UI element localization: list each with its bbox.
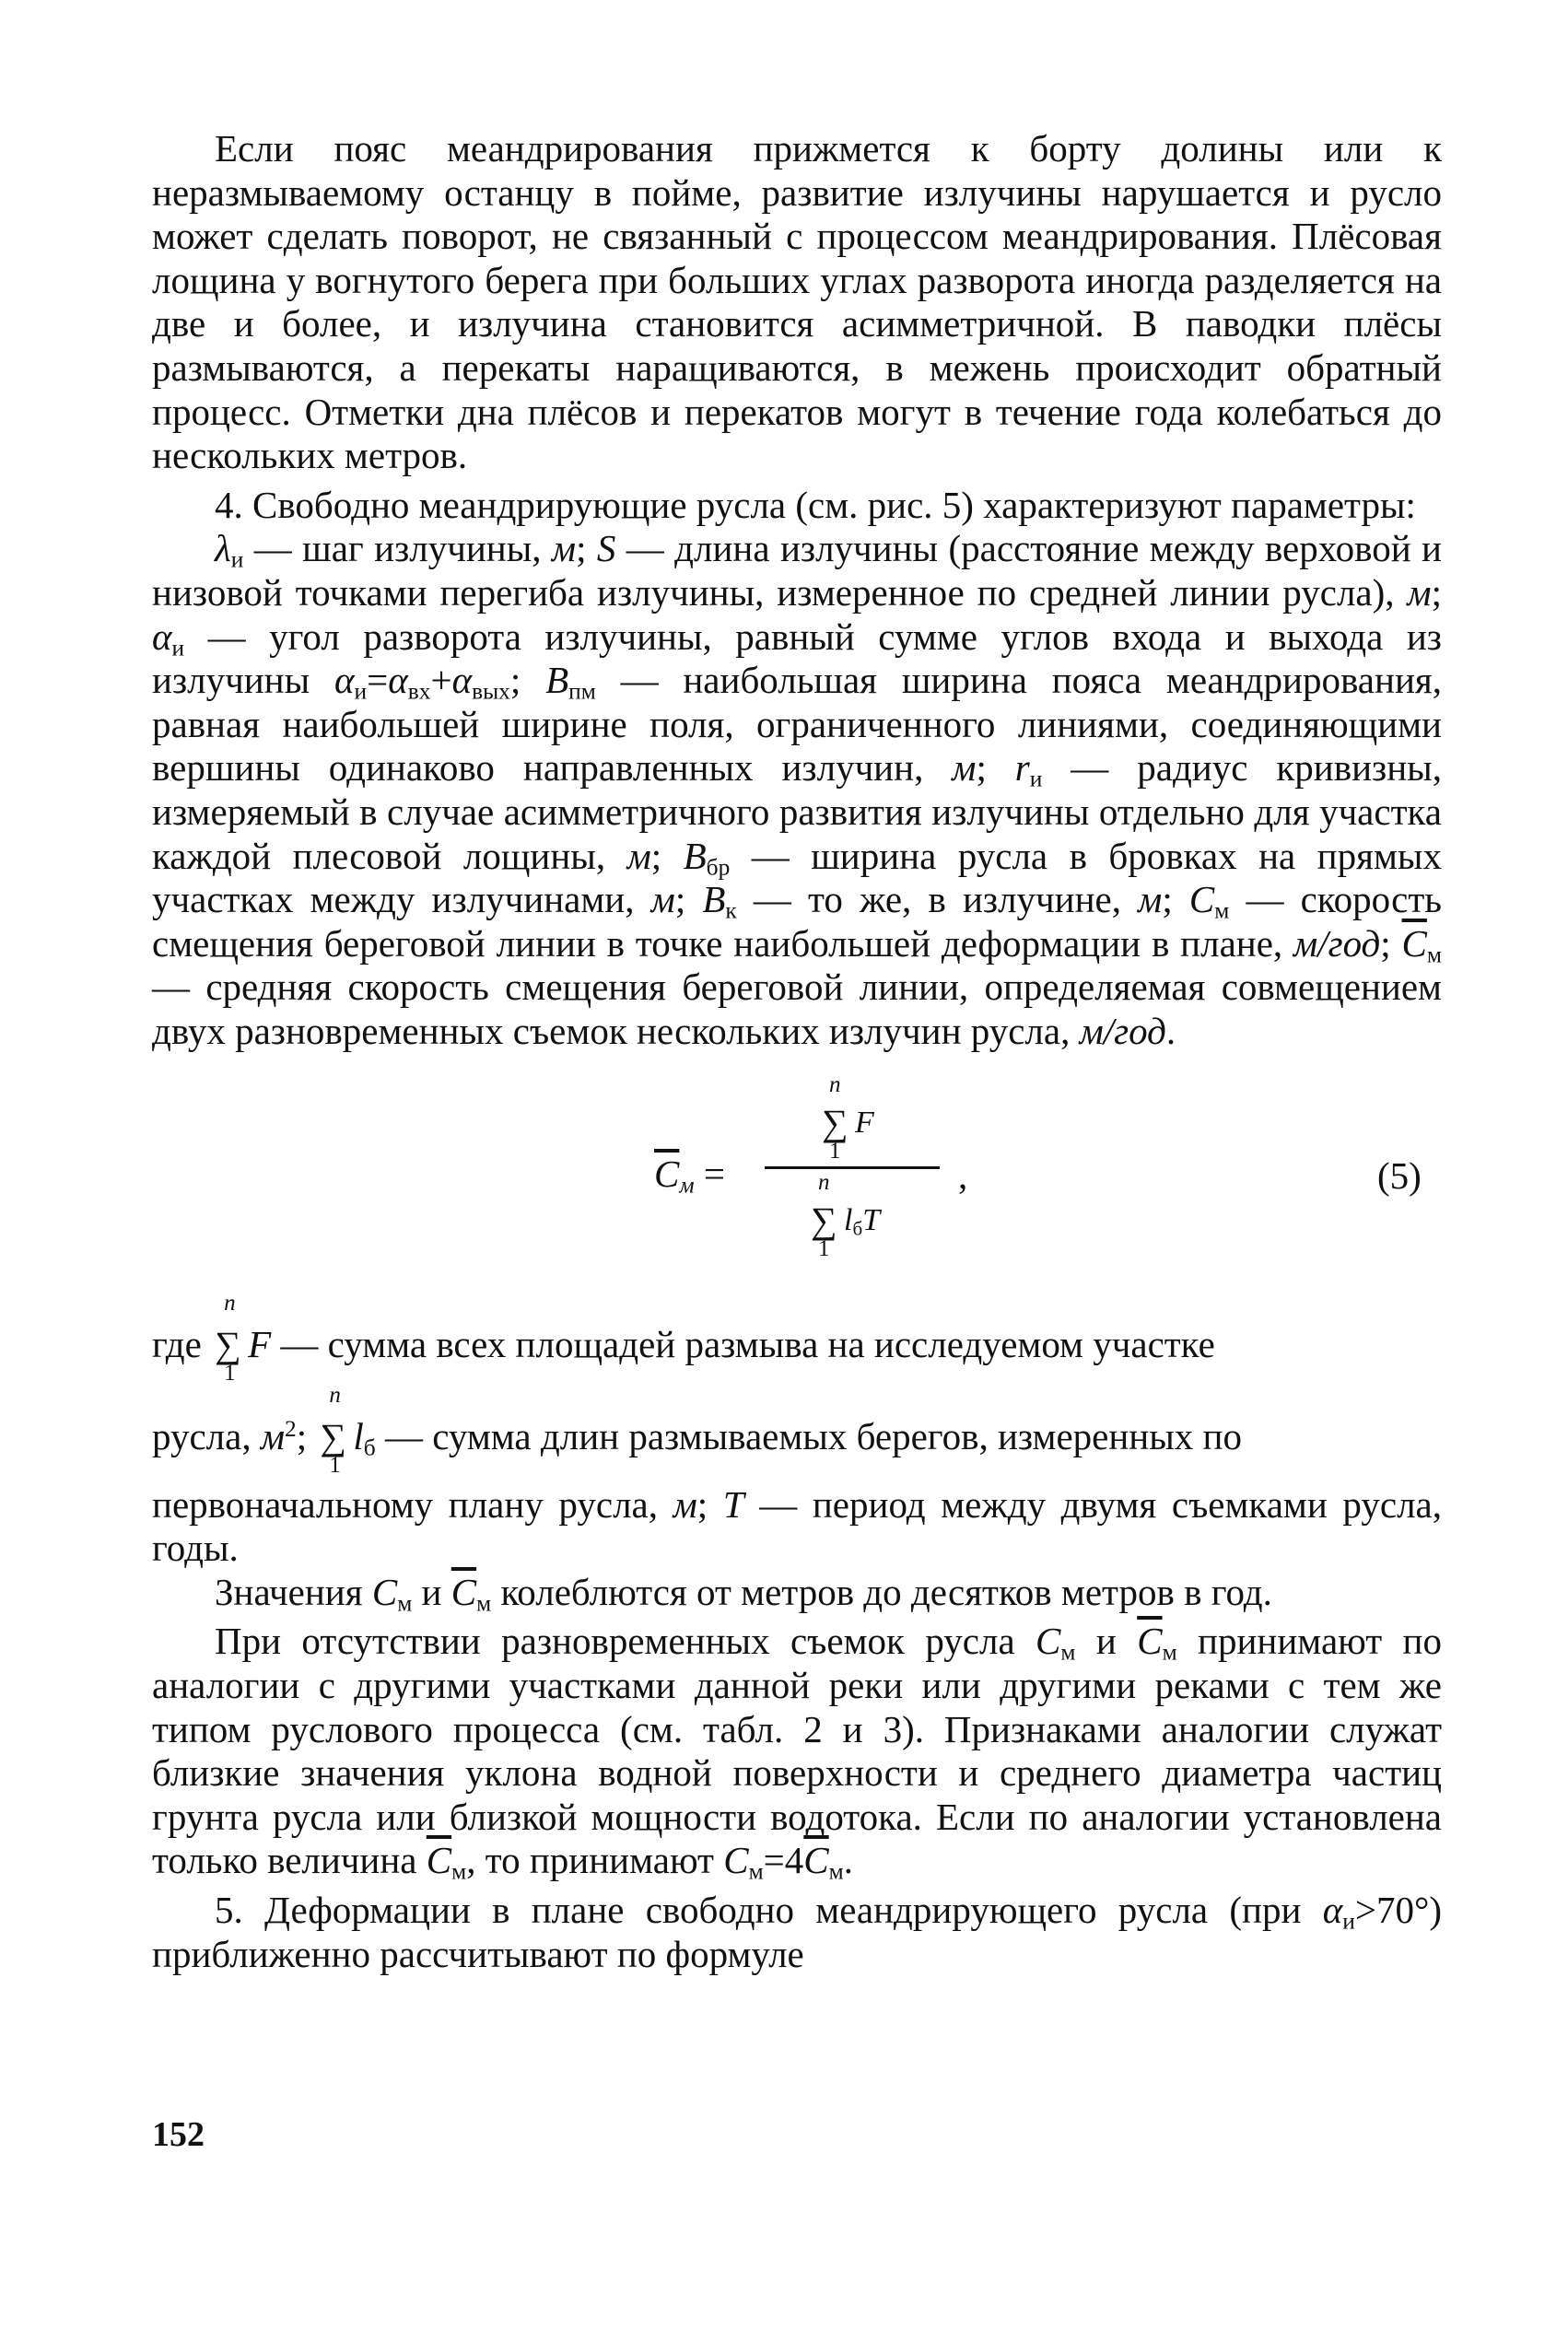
param-alpha-sub: и	[171, 634, 185, 661]
inline-sum-sign: ∑	[215, 1324, 241, 1366]
formula-lhs-symbol: $\overline{C}$	[654, 1153, 680, 1196]
where-line-2: русла, $м^2$; n ∑ 1 $l_б$ — сумма длин размываемых берегов, измеренных по	[152, 1383, 1242, 1479]
where-F-text: — сумма всех площадей размыва на исследуемом участке	[271, 1323, 1215, 1366]
cm-mean-sub: м	[828, 1858, 844, 1885]
inline-sum-sign: ∑	[320, 1416, 346, 1458]
formula-comma: ,	[958, 1154, 968, 1198]
analogy-eq: =4	[763, 1839, 804, 1882]
cm-symbol: C	[371, 1570, 398, 1613]
where-line2-start: русла,	[152, 1415, 261, 1458]
where-F: F	[248, 1323, 272, 1366]
analogy-then: , то принимают	[466, 1839, 724, 1882]
unit-m: м	[650, 878, 675, 921]
inline-sum-lower: 1	[329, 1453, 341, 1479]
param-bpm-symbol: B	[545, 659, 569, 702]
unit-m-god: м/год	[1293, 921, 1381, 965]
unit-m2: м	[260, 1415, 285, 1458]
numerator-lower-limit: 1	[829, 1139, 841, 1164]
param-lambda-sub: и	[230, 546, 244, 573]
eq-sub-vx: вх	[407, 678, 431, 705]
param-bpm-text: — наибольшая ширина пояса меандрирования, равная наибольшей ширине поля, ограниченного линиями, соединяющими вершины одинаково направленных излучин,	[152, 659, 1442, 790]
formula-denominator	[765, 1169, 940, 1266]
cm-symbol: C	[1036, 1620, 1061, 1663]
inline-sum-upper: n	[224, 1291, 236, 1317]
formula-lhs-sub: м	[679, 1172, 695, 1199]
param-s-text: — длина излучины (расстояние между верховой и низовой точками перегиба излучины, измеренное по средней линии русла),	[152, 527, 1442, 614]
sum-sign: ∑	[811, 1200, 837, 1242]
where-T: T	[722, 1482, 744, 1526]
inline-sum-F	[211, 1291, 248, 1387]
paragraph-meander-belt: Если пояс меандрирования прижмется к борту долины или к неразмываемому останцу в пойме, развитие излучины нарушается и русло может сделать поворот, не связанный с процессом меандрирования. Плёсовая лощина у вогнутого берега при больших углах разворота иногда разделяется на две и более, и излучина становится асимметричной. В паводки плёсы размываются, а перекаты наращиваются, в межень происходит обратный процесс. Отметки дна плёсов и перекатов могут в течение года колебаться до нескольких метров.	[152, 127, 1442, 477]
paragraph-deformation	[152, 1889, 1442, 1976]
where-lead: где	[152, 1323, 212, 1366]
cm-mean-sub: м	[451, 1858, 467, 1885]
denominator-T: T	[862, 1203, 881, 1238]
param-cm-mean-sub: м	[1426, 942, 1442, 968]
param-bk-symbol: B	[702, 878, 726, 921]
param-alpha-text: — угол разворота излучины, равный сумме углов входа и выхода из излучины	[152, 614, 1442, 702]
cm-mean-symbol: $\overline{C}$	[803, 1839, 829, 1882]
formula-numerator	[765, 1070, 940, 1166]
denominator-l-sub: б	[852, 1217, 863, 1240]
unit-m2-sup: 2	[285, 1416, 297, 1443]
param-bk-text: — то же, в излучине,	[736, 878, 1139, 921]
cm-symbol: C	[723, 1839, 749, 1882]
denominator-l: l	[844, 1203, 853, 1238]
param-bpm-sub: пм	[568, 678, 596, 705]
param-alpha-symbol: α	[152, 614, 172, 658]
denominator-sum	[811, 1170, 837, 1262]
cm-mean-sub: м	[476, 1590, 492, 1617]
cm-sub: м	[397, 1590, 413, 1617]
deformation-start: 5. Деформации в плане свободно меандрирующего русла (при	[215, 1889, 1323, 1931]
param-r-symbol: r	[1014, 746, 1030, 790]
formula-lhs	[654, 1153, 725, 1197]
param-bbr-symbol: B	[683, 834, 707, 877]
values-start: Значения	[215, 1570, 372, 1613]
eq-alpha: α	[333, 659, 355, 702]
conj-and: и	[1075, 1620, 1138, 1663]
numerator-sum	[822, 1072, 848, 1164]
where-l-sub: б	[363, 1434, 376, 1461]
paragraph-values	[152, 1571, 1442, 1615]
analogy-middle: принимают по аналогии с другими участками данной реки или другими реками с тем же типом руслового процесса (см. табл. 2 и 3). Признаками аналогии служат близкие значения уклона водной поверхности и среднего диаметра частиц грунта русла или близкой мощности водотока. Если по аналогии установлена только величина	[152, 1620, 1442, 1882]
paragraph-parameters: $\lambda_и$ — шаг излучины, м; S — длина излучины (расстояние между верховой и низовой точками перегиба излучины, измеренное по средней линии русла), м; $\alpha_и$ — угол разворота излучины, равный сумме углов входа и выхода из излучины $\alpha_и=\alpha_{вх}+\alpha_{вых}$; $B_{пм}$ — наибольшая ширина пояса меандрирования, равная наибольшей ширине поля, ограниченного линиями, соединяющими вершины одинаково направленных излучин, м; $r_и$ — радиус кривизны, измеряемый в случае асимметричного развития излучины отдельно для участка каждой плесовой лощины, м; $B_{бр}$ — ширина русла в бровках на прямых участках между излучинами, м; $B_к$ — то же, в излучине, м; $C_м$ — скорость смещения береговой линии в точке наибольшей деформации в плане, м/год; $\overline{C}_м$ — средняя скорость смещения береговой линии, определяемая совмещением двух разновременных съемок нескольких излучин русла, м/год.	[152, 527, 1442, 1052]
denominator-upper-limit: n	[818, 1170, 830, 1196]
paragraph-analogy: При отсутствии разновременных съемок русла $C_м$ и $\overline{C}_м$ принимают по аналогии с другими участками данной реки или другими реками с тем же типом руслового процесса (см. табл. 2 и 3). Признаками аналогии служат близкие значения уклона водной поверхности и среднего диаметра частиц грунта русла или близкой мощности водотока. Если по аналогии установлена только величина $\overline{C}_м$, то принимают $C_м=4\overline{C}_м$.	[152, 1620, 1442, 1885]
alpha-symbol: α	[1322, 1889, 1343, 1931]
where-line-3: первоначальному плану русла, м; T — период между двумя съемками русла, годы.	[152, 1482, 1442, 1570]
denominator-expr	[844, 1202, 880, 1239]
eq-sub-vyx: вых	[472, 678, 510, 705]
param-lambda-text: — шаг излучины,	[243, 527, 552, 570]
alpha-sub: и	[1342, 1908, 1355, 1935]
param-s-symbol: S	[596, 527, 616, 570]
conj-and: и	[412, 1570, 451, 1613]
unit-m: м	[551, 527, 577, 570]
inline-sum-l	[316, 1383, 353, 1479]
unit-m: м	[626, 834, 651, 877]
where-l-text: — сумма длин размываемых берегов, измеренных по	[375, 1415, 1242, 1458]
param-bk-sub: к	[725, 897, 737, 924]
page-number: 152	[152, 2115, 205, 2154]
param-bbr-sub: бр	[706, 853, 731, 880]
denominator-lower-limit: 1	[818, 1236, 830, 1262]
cm-mean-sub: м	[1162, 1639, 1177, 1666]
where-line-1	[152, 1291, 1442, 1387]
page-body	[152, 127, 1442, 1976]
param-cm-symbol: C	[1188, 878, 1215, 921]
inline-sum-upper: n	[329, 1383, 341, 1409]
unit-m: м	[1407, 570, 1432, 614]
param-lambda-symbol: λ	[215, 527, 231, 570]
formula-5	[152, 1070, 1442, 1286]
formula-fraction	[765, 1070, 940, 1266]
formula-number: (5)	[1377, 1154, 1422, 1198]
param-cm-text: — скорость смещения береговой линии в точке наибольшей деформации в плане,	[152, 878, 1442, 965]
cm-mean-symbol: $\overline{C}$	[1137, 1620, 1163, 1663]
deformation-end: >70°) приближенно рассчитывают по формуле	[152, 1889, 1442, 1975]
numerator-upper-limit: n	[829, 1072, 841, 1098]
formula-equals: =	[703, 1153, 725, 1196]
cm-mean-symbol: $\overline{C}$	[451, 1570, 477, 1613]
param-bbr-text: — ширина русла в бровках на прямых участках между излучинами,	[152, 834, 1442, 921]
cm-sub: м	[1060, 1639, 1076, 1666]
param-cm-sub: м	[1214, 897, 1230, 924]
param-r-text: — радиус кривизны, измеряемый в случае асимметричного развития излучины отдельно для участка каждой плесовой лощины,	[152, 746, 1442, 877]
param-r-sub: и	[1029, 766, 1043, 792]
unit-m-god: м/год	[1079, 1009, 1166, 1052]
eq-alpha: α	[388, 659, 408, 702]
param-cm-mean-symbol: $\overline{C}$	[1401, 921, 1427, 965]
unit-m: м	[1138, 878, 1163, 921]
eq-sub-i: и	[354, 678, 368, 705]
where-line3-text: первоначальному плану русла,	[152, 1482, 673, 1526]
analogy-start: При отсутствии разновременных съемок русла	[215, 1620, 1036, 1663]
eq-alpha: α	[451, 659, 473, 702]
sum-sign: ∑	[822, 1102, 848, 1144]
where-l: l	[353, 1415, 364, 1458]
param-cm-mean-text: — средняя скорость смещения береговой линии, определяемая совмещением двух разновременных съемок нескольких излучин русла,	[152, 966, 1442, 1052]
cm-mean-symbol: $\overline{C}$	[426, 1839, 452, 1882]
numerator-F: F	[855, 1106, 874, 1141]
values-end: колеблются от метров до десятков метров в год.	[491, 1570, 1272, 1613]
where-T-text: — период между двумя съемками русла, годы.	[152, 1482, 1442, 1570]
paragraph-free-meander-intro: 4. Свободно меандрирующие русла (см. рис. 5) характеризуют параметры:	[215, 483, 1416, 526]
cm-sub: м	[748, 1858, 764, 1885]
inline-sum-lower: 1	[224, 1361, 236, 1387]
unit-m: м	[673, 1482, 697, 1526]
unit-m: м	[952, 746, 977, 790]
